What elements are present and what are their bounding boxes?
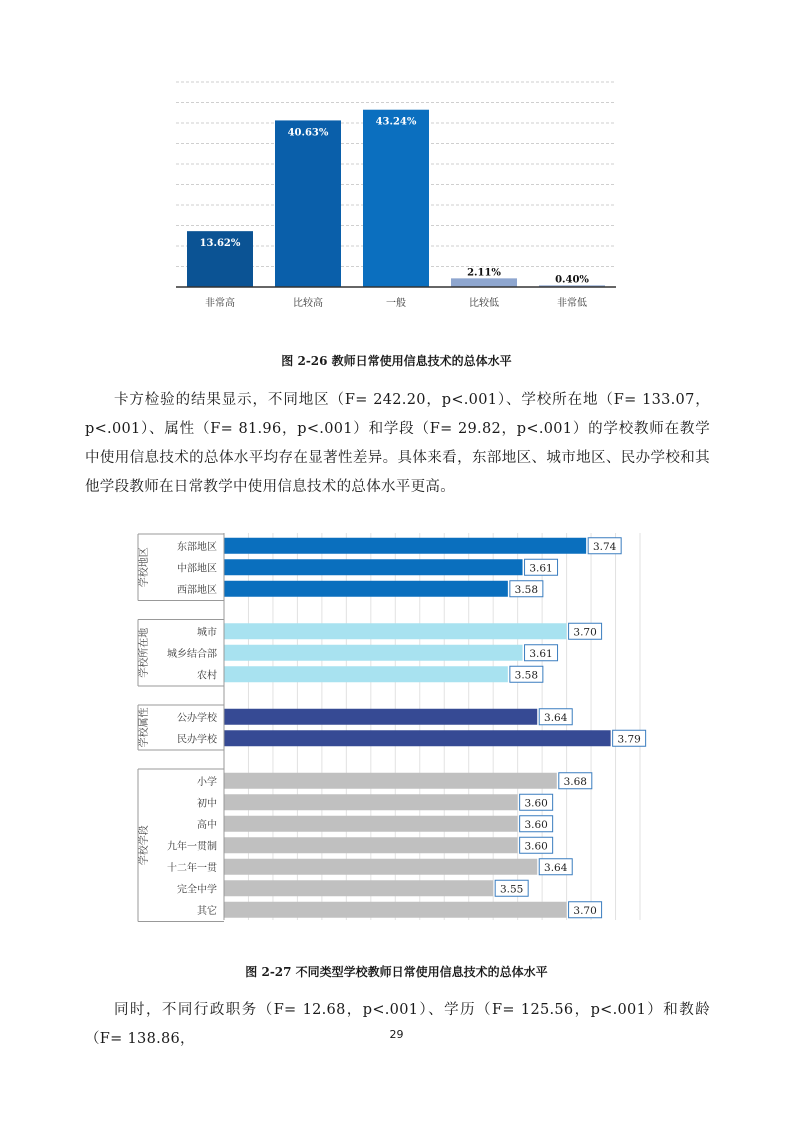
y-category-label: 高中 [197, 819, 217, 831]
y-category-label: 城乡结合部 [167, 648, 217, 660]
bar-3-2 [224, 816, 518, 832]
bar-value-label: 3.60 [524, 840, 548, 853]
page-number: 29 [389, 1028, 404, 1041]
bar-value-label: 3.79 [617, 733, 641, 746]
y-category-label: 城市 [197, 627, 217, 639]
group-label: 学校学段 [139, 825, 150, 866]
bar-1-1 [224, 645, 523, 661]
bar-value-label: 40.63% [287, 127, 329, 139]
bar-3-4 [224, 859, 537, 875]
bar-value-label: 2.11% [467, 267, 501, 279]
bar-1 [275, 120, 341, 287]
y-category-label: 民办学校 [177, 734, 217, 746]
figure-2-26-bar-chart [0, 0, 793, 330]
figure-2-27-bar-chart [0, 525, 793, 930]
bar-value-label: 3.61 [529, 647, 553, 660]
bar-3-1 [224, 794, 518, 810]
y-category-label: 初中 [197, 798, 217, 810]
y-category-label: 其它 [197, 905, 217, 917]
bar-0-2 [224, 581, 508, 597]
y-category-label: 西部地区 [177, 584, 217, 596]
bar-value-label: 3.60 [524, 797, 548, 810]
bar-value-label: 3.58 [514, 583, 539, 596]
x-tick-label: 非常低 [557, 298, 587, 309]
bar-2 [363, 110, 429, 287]
bar-value-label: 3.64 [544, 861, 568, 874]
group-label: 学校地区 [139, 547, 150, 588]
bar-value-label: 3.74 [592, 540, 617, 553]
bar-value-label: 3.70 [573, 626, 597, 639]
group-label: 学校所在地 [139, 627, 150, 678]
bar-3-5 [224, 880, 493, 896]
bar-value-label: 43.24% [375, 116, 417, 128]
y-category-label: 中部地区 [177, 563, 217, 575]
bar-value-label: 3.68 [563, 775, 587, 788]
figure-2-26-caption: 图 2-26 教师日常使用信息技术的总体水平 [281, 354, 512, 368]
bar-value-label: 3.55 [499, 883, 524, 896]
body-paragraph-2: 同时，不同行政职务（F= 12.68，p<.001）、学历（F= 125.56，p<.001）和教龄（F= 138.86， [85, 1002, 710, 1047]
bar-value-label: 3.61 [529, 562, 553, 575]
group-label: 学校属性 [139, 707, 150, 748]
bar-3-3 [224, 837, 518, 853]
x-tick-label: 一般 [386, 298, 406, 309]
bar-value-label: 3.70 [573, 904, 597, 917]
y-category-label: 东部地区 [177, 541, 217, 553]
x-tick-label: 比较高 [293, 298, 323, 309]
bar-2-0 [224, 709, 537, 725]
figure-2-27-caption: 图 2-27 不同类型学校教师日常使用信息技术的总体水平 [245, 965, 548, 979]
bar-2-1 [224, 730, 611, 746]
bar-1-2 [224, 666, 508, 682]
bar-3-6 [224, 902, 567, 918]
y-category-label: 农村 [197, 670, 217, 682]
y-category-label: 完全中学 [177, 884, 217, 896]
bar-1-0 [224, 623, 567, 639]
bar-3-0 [224, 773, 557, 789]
x-tick-label: 非常高 [205, 298, 235, 309]
bar-value-label: 0.40% [555, 274, 589, 286]
bar-3 [451, 278, 517, 287]
bar-value-label: 3.64 [544, 711, 568, 724]
y-category-label: 九年一贯制 [167, 841, 217, 853]
body-paragraph-1: 卡方检验的结果显示，不同地区（F= 242.20，p<.001）、学校所在地（F= 133.07，p<.001）、属性（F= 81.96，p<.001）和学段（F= 29.82，p<.001）的学校教师在教学中使用信息技术的总体水平均存在显著性差异。具体来看，东部地区、城市地区、民办学校和其他学段教师在日常教学中使用信息技术的总体水平更高。 [85, 392, 710, 495]
x-tick-label: 比较低 [469, 298, 499, 309]
bar-value-label: 3.60 [524, 818, 548, 831]
y-category-label: 十二年一贯 [167, 862, 217, 874]
y-category-label: 小学 [197, 776, 217, 788]
bar-0-0 [224, 538, 586, 554]
bar-value-label: 3.58 [514, 669, 539, 682]
bar-value-label: 13.62% [199, 238, 241, 250]
y-category-label: 公办学校 [177, 712, 217, 724]
bar-0-1 [224, 559, 523, 575]
